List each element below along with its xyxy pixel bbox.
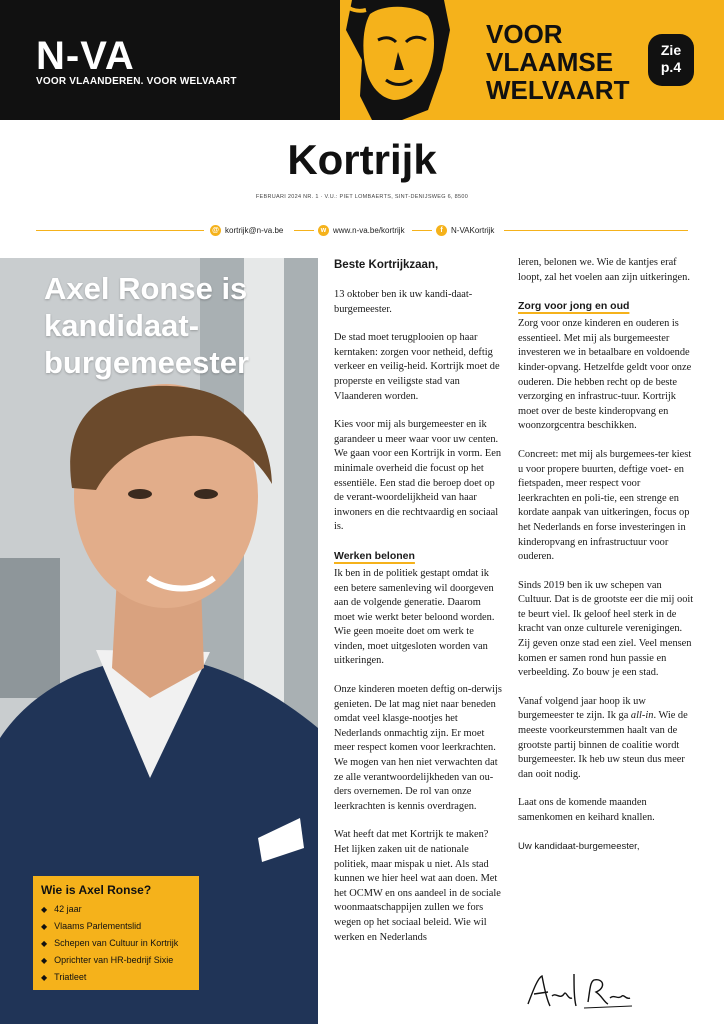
signoff: Uw kandidaat-burgemeester, <box>518 840 640 852</box>
logo-text: N-VA <box>36 34 135 78</box>
paragraph: Onze kinderen moeten deftig on-derwijs genieten. De lat mag niet naar beneden omdat veel klasge-nootjes het Nederlands onmachtig zijn. Er moet meer respect komen voor leerkrachten. We mogen van hen niet verwachten dat ze alle verantwoordelijkheden van ou-ders overnemen. De rol van onze leerkrachten is kennis overdragen. <box>334 684 502 812</box>
paragraph: leren, belonen we. Wie de kantjes eraf loopt, zal het voelen aan zijn uitkeringen. <box>518 257 690 283</box>
list-item <box>41 952 191 969</box>
slogan-line: VLAAMSE <box>486 47 614 77</box>
handwritten-signature <box>524 970 634 1014</box>
paragraph: Wat heeft dat met Kortrijk te maken? Het lijken zaken uit de nationale politiek, maar mispak u niet. Als stad kunnen we hier heel wat aan doen. Met het OCMW en ons aandeel in de sociale woonmaatschappijen zullen we fors wegen op het sociaal beleid. Wie wil werken en Nederlands <box>334 829 501 943</box>
publication-info: FEBRUARI 2024 NR. 1 · V.U.: PIET LOMBAERTS, SINT-DENIJSWEG 6, 8500 <box>255 194 469 200</box>
info-box-title: Wie is Axel Ronse? <box>41 883 152 897</box>
slogan <box>486 20 636 104</box>
emphasis: all-in <box>630 710 654 722</box>
headline: Axel Ronse is kandidaat-burgemeester <box>44 271 250 380</box>
lion-icon <box>332 0 462 120</box>
article-column-1 <box>334 258 504 959</box>
info-box <box>33 876 199 990</box>
paragraph <box>518 695 694 783</box>
contact-website[interactable] <box>318 222 405 238</box>
divider <box>412 230 432 231</box>
diamond-bullet-icon: ◆ <box>41 956 48 965</box>
globe-icon: w <box>318 225 329 236</box>
paragraph: Ik ben in de politiek gestapt omdat ik een betere samenleving wil doorgeven aan de volgende generatie. Daarom moet wie werkt beter beloond worden. Wie geen moeite doet om werk te vinden, moet uitgesloten worden van uitkeringen. <box>334 567 495 667</box>
list-item-text: Triatleet <box>54 972 87 982</box>
list-item <box>41 969 191 986</box>
diamond-bullet-icon: ◆ <box>41 973 48 982</box>
paragraph: Sinds 2019 ben ik uw schepen van Cultuur. Dat is de grootste eer die mij ooit te beurt viel. Ik geloof heel sterk in de kracht van onze culturele verenigingen. Zij geven onze stad een ziel. Veel mensen komen er samen rond hun passie en verbeelding. Zo bouw je een stad. <box>518 579 694 679</box>
facebook-icon: f <box>436 225 447 236</box>
contact-email[interactable] <box>210 222 283 238</box>
paragraph: Concreet: met mij als burgemees-ter kiest u voor propere buurten, deftige voet- en fietspaden, meer respect voor leerkrachten en poli-tie, een strenge en kordate aanpak van uitkeringen, focus op het Nederlands en forse investeringen in kinderopvang en infrastructuur voor ouderen. <box>518 448 692 563</box>
website-text: www.n-va.be/kortrijk <box>333 225 405 235</box>
page-title: Kortrijk <box>287 136 437 183</box>
party-tagline: VOOR VLAANDEREN. VOOR WELVAART <box>36 76 237 87</box>
article-column-2 <box>518 256 694 868</box>
diamond-bullet-icon: ◆ <box>41 905 48 914</box>
slogan-line: VOOR <box>486 19 563 49</box>
list-item-text: Schepen van Cultuur in Kortrijk <box>54 938 179 948</box>
divider <box>294 230 314 231</box>
masthead <box>0 0 724 120</box>
paragraph-text: Vanaf volgend jaar hoop ik uw burgemeester te zijn. Ik ga <box>518 695 646 722</box>
contact-facebook[interactable] <box>436 222 494 238</box>
paragraph: De stad moet terugplooien op haar kerntaken: zorgen voor netheid, deftig verkeer en veilig-heid. Kortrijk moet de properste en veiligste stad van Vlaanderen worden. <box>334 332 500 402</box>
email-icon: @ <box>210 225 221 236</box>
paragraph-text: . Wie de meeste voorkeurstemmen haalt van de grootste partij binnen de coalitie wordt burgemeester. Ik heb uw steun dus meer dan ooit nodig. <box>518 710 688 780</box>
list-item <box>41 918 191 935</box>
list-item <box>41 935 191 952</box>
paragraph: Zorg voor onze kinderen en ouderen is essentieel. Met mij als burgemeester investeren we in betaalbare en voldoende kinder-opvang. Hetzelfde geldt voor onze ouderen. Die hebben recht op de beste verzorging en infrastruc-tuur. Kortrijk moet over de beste kinderopvang en woonzorgcentra beschikken. <box>518 318 692 432</box>
list-item-text: Vlaams Parlementslid <box>54 921 142 931</box>
page-reference-badge[interactable] <box>648 34 694 86</box>
list-item-text: 42 jaar <box>54 904 82 914</box>
paragraph: Kies voor mij als burgemeester en ik garandeer u meer waar voor uw centen. We gaan voor een Kortrijk in vorm. Een minimale overheid die focust op het essentiële. Een stad die beroep doet op de verant-woordelijkheid van haar inwoners en die rechtvaardig en sociaal is. <box>334 419 502 533</box>
divider <box>36 230 204 231</box>
subheading: Werken belonen <box>334 549 415 562</box>
list-item-text: Oprichter van HR-bedrijf Sixie <box>54 955 174 965</box>
page-number: p.4 <box>660 59 682 75</box>
contact-bar <box>36 222 688 238</box>
paragraph: Laat ons de komende maanden samenkomen en keihard knallen. <box>518 797 655 823</box>
email-text: kortrijk@n-va.be <box>225 225 284 235</box>
diamond-bullet-icon: ◆ <box>41 922 48 931</box>
slogan-line: WELVAART <box>486 75 630 105</box>
divider <box>504 230 688 231</box>
subheading: Zorg voor jong en oud <box>518 300 630 313</box>
facebook-text: N-VAKortrijk <box>451 225 495 235</box>
diamond-bullet-icon: ◆ <box>41 939 48 948</box>
zie-label: Zie <box>660 42 682 58</box>
list-item <box>41 901 191 918</box>
paragraph: 13 oktober ben ik uw kandi-daat-burgemeester. <box>334 289 473 315</box>
greeting: Beste Kortrijkzaan, <box>334 259 439 271</box>
party-logo[interactable] <box>36 36 135 76</box>
